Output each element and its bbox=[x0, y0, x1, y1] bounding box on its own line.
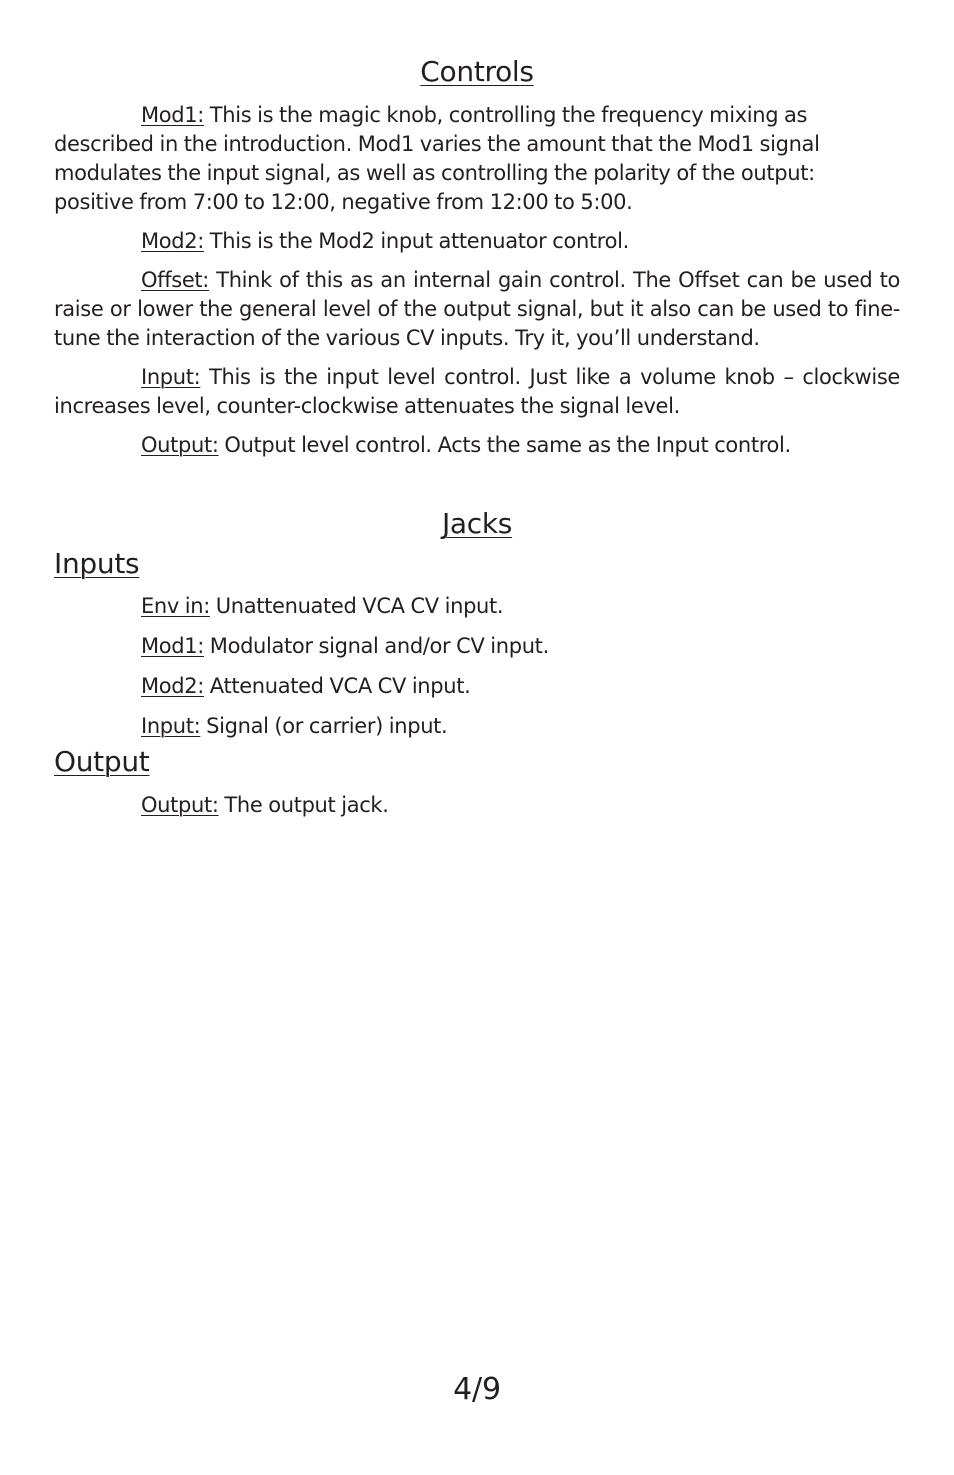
jack-description: The output jack. bbox=[218, 793, 389, 817]
control-term: Offset: bbox=[141, 268, 210, 292]
jack-description: Attenuated VCA CV input. bbox=[203, 674, 471, 698]
jack-term: Output: bbox=[141, 793, 219, 817]
jack-term: Env in: bbox=[141, 594, 210, 618]
control-description: This is the input level control. Just like a volume knob – clockwise increases level, counter-clockwise attenuates the signal level. bbox=[54, 365, 900, 418]
control-description: Output level control. Acts the same as the Input control. bbox=[218, 433, 791, 457]
jack-description: Signal (or carrier) input. bbox=[200, 714, 448, 738]
control-term: Mod1: bbox=[141, 103, 204, 127]
control-mod2 bbox=[54, 227, 900, 256]
control-description: This is the Mod2 input attenuator control. bbox=[203, 229, 629, 253]
control-term: Mod2: bbox=[141, 229, 204, 253]
controls-section bbox=[54, 101, 900, 460]
input-jack-input bbox=[54, 712, 900, 741]
page-number: 4/9 bbox=[453, 1372, 501, 1407]
control-output bbox=[54, 431, 900, 460]
inputs-heading: Inputs bbox=[54, 547, 140, 580]
output-heading: Output bbox=[54, 745, 150, 778]
output-jack bbox=[54, 791, 900, 820]
jack-term: Mod2: bbox=[141, 674, 204, 698]
jacks-heading: Jacks bbox=[441, 507, 513, 540]
jack-description: Modulator signal and/or CV input. bbox=[203, 634, 549, 658]
control-description: This is the magic knob, controlling the frequency mixing as described in the introduction. Mod1 varies the amount that the Mod1 signal modulates the input signal, as well as controlling the polarity of the output: positive from 7:00 to 12:00, negative from 12:00 to 5:00. bbox=[54, 103, 820, 214]
output-section bbox=[54, 791, 900, 820]
control-offset bbox=[54, 266, 900, 353]
jack-description: Unattenuated VCA CV input. bbox=[209, 594, 504, 618]
control-description: Think of this as an internal gain control. The Offset can be used to raise or lower the general level of the output signal, but it also can be used to fine-tune the interaction of the various CV inputs. Try it, you’ll understand. bbox=[54, 268, 900, 350]
jack-term: Mod1: bbox=[141, 634, 204, 658]
control-input bbox=[54, 363, 900, 421]
input-jack-mod1 bbox=[54, 632, 900, 661]
input-jack-env-in bbox=[54, 592, 900, 621]
inputs-section bbox=[54, 592, 900, 741]
controls-heading: Controls bbox=[420, 55, 534, 88]
control-term: Output: bbox=[141, 433, 219, 457]
jack-term: Input: bbox=[141, 714, 201, 738]
input-jack-mod2 bbox=[54, 672, 900, 701]
control-term: Input: bbox=[141, 365, 201, 389]
control-mod1 bbox=[54, 101, 824, 217]
